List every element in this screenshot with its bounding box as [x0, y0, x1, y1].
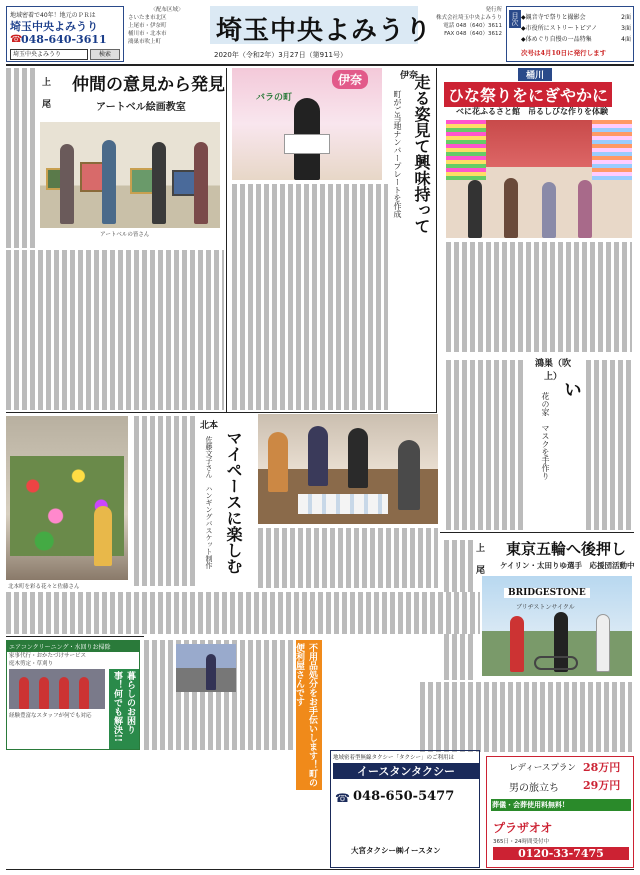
article-region: 伊奈	[400, 71, 419, 81]
article-headline: 走る姿見て興味持って	[412, 74, 431, 234]
article-subheadline: ケイリン・太田りゆ選手 応援団活動中	[500, 561, 635, 570]
distribution-line: 桶川市・北本市	[128, 31, 167, 37]
person	[308, 426, 328, 486]
divider	[226, 68, 227, 413]
men-price: 29万円	[583, 779, 621, 792]
person	[578, 180, 592, 238]
search-button[interactable]: 検索	[90, 49, 120, 60]
masthead-phone: 048-640-3611	[21, 33, 107, 46]
divider	[436, 68, 437, 413]
article-region: 桶川	[518, 68, 552, 81]
person	[468, 180, 482, 238]
article-body-text	[232, 184, 388, 410]
index-box	[506, 6, 634, 62]
funeral-ad[interactable]	[486, 756, 634, 868]
divider	[440, 532, 634, 533]
article-region: 鴻巣（吹上）	[534, 359, 571, 382]
person	[542, 182, 556, 238]
article-subheadline: べに花ふるさと館 吊るしびな作りを体験	[456, 106, 608, 116]
hina-photo	[446, 120, 632, 238]
article-region: 上尾	[42, 78, 52, 110]
person	[152, 142, 166, 224]
masthead-logo-small: 埼玉中央よみうり	[10, 20, 98, 33]
photo-caption: アートベルの皆さん	[100, 232, 150, 238]
article-body-text	[134, 416, 196, 586]
person	[102, 140, 116, 224]
distribution-area	[128, 6, 206, 62]
staff-caption: 経験豊富なスタッフが何でも対応	[9, 713, 92, 719]
next-issue-note: 次号は4月10日に発行します	[521, 49, 607, 57]
plate-photo	[232, 68, 382, 180]
bicycle	[534, 656, 578, 670]
article-region: 北本	[200, 421, 219, 431]
article-region: 上尾	[476, 544, 486, 576]
index-title: ◆観音寺で祭りと撮影会	[521, 14, 586, 21]
plate	[284, 134, 330, 154]
person	[94, 506, 112, 566]
phone-line: 電話 048（640）3611	[443, 23, 502, 29]
hall-name: プラザオオ	[493, 821, 553, 835]
person	[39, 677, 49, 709]
taxi-name: イースタンタクシー	[333, 763, 479, 779]
index-title: ◆体めぐり自慢の一品特集	[521, 36, 592, 43]
person	[79, 677, 89, 709]
lady-price: 28万円	[583, 761, 621, 774]
person	[268, 432, 288, 492]
staff-photo	[9, 669, 105, 709]
red-badge: 葬儀・会葬使用料無料!	[491, 799, 631, 811]
article-body-text	[446, 242, 632, 352]
service-sub: 庭木剪定・草刈り	[9, 661, 54, 667]
divider	[6, 412, 436, 413]
banner: BRIDGESTONE	[504, 588, 590, 598]
article-body-text	[446, 360, 526, 530]
article-body-text	[6, 68, 38, 248]
person	[510, 616, 524, 672]
article-subheadline: 町がご当地ナンバープレートを作成	[393, 90, 402, 218]
person	[206, 654, 216, 690]
article-body-text	[6, 250, 224, 410]
mask-photo	[258, 414, 438, 524]
taxi-phone[interactable]: 048-650-5477	[353, 789, 455, 804]
article-headline: い	[561, 380, 582, 398]
person	[504, 178, 518, 238]
person	[194, 142, 208, 224]
publisher-block	[422, 6, 502, 62]
banner-sub: ブリヂストンサイクル	[516, 604, 575, 611]
fax-line: FAX 048（640）3612	[444, 31, 502, 37]
divider	[6, 636, 144, 637]
index-row[interactable]	[521, 12, 631, 21]
masthead-tagline: 地域密着で40年！地元のＰＲは	[10, 12, 96, 19]
article-body-text	[586, 360, 632, 530]
divider	[6, 869, 634, 870]
divider	[6, 64, 634, 66]
hall-phone[interactable]: 0120-33-7475	[493, 847, 629, 860]
index-row[interactable]	[521, 23, 631, 32]
photo-caption: 北本町を彩る花々と佐藤さん	[8, 584, 80, 590]
green-band: 暮らしのお困り事！何でも解決!!	[109, 669, 139, 749]
person	[596, 614, 610, 672]
publisher-label: 発行所	[485, 7, 502, 13]
index-page: 2面	[621, 14, 631, 21]
article-body-text	[420, 682, 632, 752]
person	[348, 428, 368, 488]
article-subheadline: 花の家 マスクを手作り	[541, 392, 550, 480]
service-ad[interactable]	[6, 640, 140, 750]
index-title: ◆市役所にストリートピアノ	[521, 25, 598, 32]
article-subheadline: アートベル絵画教室	[96, 102, 186, 113]
flower-photo	[6, 416, 128, 580]
distribution-line: さいたま市北区	[128, 15, 167, 21]
article-headline: マイペースに楽しむ	[224, 430, 243, 574]
service-sub: 家事代行・おかたづけサービス	[9, 653, 87, 659]
phone-icon: ☎	[335, 791, 350, 805]
newspaper-title-block	[210, 6, 433, 46]
index-page: 3面	[621, 25, 631, 32]
publisher-name: 株式会社埼玉中央よみうり	[435, 15, 502, 21]
person	[19, 677, 29, 709]
article-subheadline: 佐藤文子さん ハンギングバスケット制作	[205, 436, 213, 569]
article-headline: 東京五輪へ後押し	[506, 540, 627, 558]
article-body-text	[6, 592, 480, 634]
service-header: エアコンクリーニング・水回りお掃除	[7, 641, 139, 652]
article-headline: 仲間の意見から発見	[72, 75, 225, 95]
article-body-text	[258, 528, 438, 588]
distribution-line: 鴻巣市吹上町	[128, 39, 162, 45]
person	[60, 144, 74, 224]
newspaper-title: 埼玉中央よみうり	[216, 16, 433, 46]
phone-icon: ☎	[10, 34, 23, 45]
person	[398, 440, 420, 510]
cycling-photo	[482, 576, 632, 676]
badge: 伊奈	[332, 70, 368, 89]
taxi-ad[interactable]	[330, 750, 480, 868]
distribution-heading: 〈配布区域〉	[150, 7, 184, 13]
article-headline: ひな祭りをにぎやかに	[444, 82, 612, 107]
art-class-photo	[40, 122, 220, 228]
street-photo	[176, 644, 236, 692]
hall-tag: 365日・24時間受付中	[493, 839, 549, 845]
index-row[interactable]	[521, 34, 631, 43]
masthead-ad-box	[6, 6, 124, 62]
person	[59, 677, 69, 709]
index-page: 4面	[621, 36, 631, 43]
men-plan: 男の旅立ち	[509, 783, 559, 794]
index-label: 目次	[511, 12, 519, 26]
taxi-top: 地域密着型無線タクシー「タクシー」のご利用は	[333, 755, 455, 761]
decoration	[446, 120, 486, 180]
taxi-group: 大宮タクシー㈱イースタン	[351, 846, 441, 855]
decoration	[592, 120, 632, 180]
date-line: 2020年（令和2年）3月27日（第911号）	[214, 51, 347, 59]
distribution-line: 上尾市・伊奈町	[128, 23, 167, 29]
search-input[interactable]: 埼玉中央よみうり	[10, 49, 88, 60]
orange-ad-band[interactable]: 不用品処分をお手伝いします！町の便利屋さんです	[296, 640, 322, 790]
masks	[298, 494, 388, 514]
lady-plan: レディースプラン	[509, 763, 576, 773]
banner: バラの町	[256, 93, 293, 103]
